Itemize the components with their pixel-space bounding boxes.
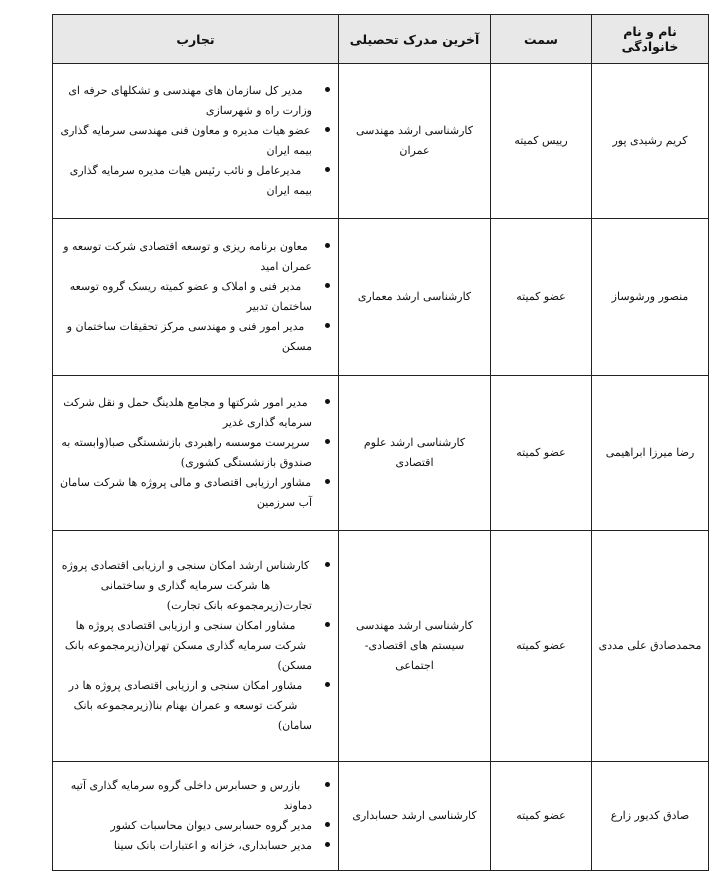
member-name: کریم رشیدی پور: [592, 64, 709, 219]
experience-item: [59, 556, 332, 616]
table-row: [53, 64, 709, 219]
committee-members-table: [52, 14, 709, 871]
bullet-icon: [325, 127, 330, 132]
table-row: [53, 219, 709, 376]
experience-item: [59, 616, 332, 676]
bullet-icon: [325, 167, 330, 172]
experience-item: [59, 816, 332, 836]
experience-text: مدیر گروه حسابرسی دیوان محاسبات کشور: [110, 819, 312, 832]
member-position: عضو کمیته: [491, 376, 592, 531]
experience-list: [59, 81, 332, 201]
bullet-icon: [325, 243, 330, 248]
bullet-icon: [325, 479, 330, 484]
member-education: کارشناسی ارشد حسابداری: [339, 762, 491, 871]
bullet-icon: [325, 283, 330, 288]
header-position: سمت: [491, 15, 592, 64]
header-education: آخرین مدرک تحصیلی: [339, 15, 491, 64]
member-name: منصور ورشوساز: [592, 219, 709, 376]
header-experience: تجارب: [53, 15, 339, 64]
member-education: کارشناسی ارشد مهندسی عمران: [339, 64, 491, 219]
member-experience: [53, 64, 339, 219]
experience-item: [59, 277, 332, 317]
experience-text: مدیرعامل و نائب رئیس هیات مدیره سرمایه گذاری بیمه ایران: [69, 164, 312, 197]
experience-item: [59, 121, 332, 161]
member-education: کارشناسی ارشد مهندسی سیستم های اقتصادی- اجتماعی: [339, 531, 491, 762]
experience-item: [59, 393, 332, 433]
experience-text: مدیر امور شرکتها و مجامع هلدینگ حمل و نقل شرکت سرمایه گذاری غدیر: [63, 396, 312, 429]
member-position: عضو کمیته: [491, 531, 592, 762]
bullet-icon: [325, 822, 330, 827]
experience-item: [59, 836, 332, 856]
experience-item: [59, 473, 332, 513]
experience-text: سرپرست موسسه راهبردی بازنشستگی صبا(وابسته به صندوق بازنشستگی کشوری): [61, 436, 312, 469]
member-name: رضا میرزا ابراهیمی: [592, 376, 709, 531]
experience-item: [59, 776, 332, 816]
experience-text: مشاور امکان سنجی و ارزیابی اقتصادی پروژه ها شرکت سرمایه گذاری مسکن تهران(زیرمجموعه بانک مسکن): [64, 619, 312, 672]
bullet-icon: [325, 323, 330, 328]
experience-text: مشاور امکان سنجی و ارزیابی اقتصادی پروژه ها در شرکت توسعه و عمران بهنام بنا(زیرمجموعه بانک سامان): [68, 679, 312, 732]
experience-text: مدیر امور فنی و مهندسی مرکز تحقیقات ساختمان و مسکن: [66, 320, 312, 353]
experience-item: [59, 433, 332, 473]
member-position: عضو کمیته: [491, 219, 592, 376]
bullet-icon: [325, 622, 330, 627]
member-name: صادق کدیور زارع: [592, 762, 709, 871]
bullet-icon: [325, 399, 330, 404]
experience-text: معاون برنامه ریزی و توسعه اقتصادی شرکت توسعه و عمران امید: [63, 240, 312, 273]
member-position: عضو کمیته: [491, 762, 592, 871]
bullet-icon: [325, 782, 330, 787]
experience-text: مدیر فنی و املاک و عضو کمیته ریسک گروه توسعه ساختمان تدبیر: [69, 280, 312, 313]
bullet-icon: [325, 87, 330, 92]
experience-text: مدیر حسابداری، خزانه و اعتبارات بانک سینا: [113, 839, 312, 852]
table-row: [53, 762, 709, 871]
experience-text: عضو هیات مدیره و معاون فنی مهندسی سرمایه گذاری بیمه ایران: [60, 124, 312, 157]
member-experience: [53, 376, 339, 531]
experience-list: [59, 776, 332, 856]
header-name: نام و نام خانوادگی: [592, 15, 709, 64]
bullet-icon: [325, 439, 330, 444]
experience-list: [59, 556, 332, 736]
table-header-row: [53, 15, 709, 64]
member-name: محمدصادق علی مددی: [592, 531, 709, 762]
experience-text: بازرس و حسابرس داخلی گروه سرمایه گذاری آتیه دماوند: [70, 779, 312, 812]
member-experience: [53, 531, 339, 762]
table-row: [53, 376, 709, 531]
experience-text: کارشناس ارشد امکان سنجی و ارزیابی اقتصادی پروژه ها شرکت سرمایه گذاری و ساختمانی تجارت(زیرمجموعه بانک تجارت): [61, 559, 312, 612]
experience-text: مدیر کل سازمان های مهندسی و تشکلهای حرفه ای وزارت راه و شهرسازی: [68, 84, 312, 117]
member-education: کارشناسی ارشد معماری: [339, 219, 491, 376]
bullet-icon: [325, 842, 330, 847]
experience-item: [59, 161, 332, 201]
member-experience: [53, 762, 339, 871]
member-position: رییس کمیته: [491, 64, 592, 219]
experience-text: مشاور ارزیابی اقتصادی و مالی پروژه ها شرکت سامان آب سرزمین: [60, 476, 312, 509]
experience-item: [59, 81, 332, 121]
bullet-icon: [325, 562, 330, 567]
experience-item: [59, 317, 332, 357]
table-row: [53, 531, 709, 762]
bullet-icon: [325, 682, 330, 687]
experience-list: [59, 393, 332, 513]
experience-item: [59, 237, 332, 277]
experience-list: [59, 237, 332, 357]
member-education: کارشناسی ارشد علوم اقتصادی: [339, 376, 491, 531]
experience-item: [59, 676, 332, 736]
member-experience: [53, 219, 339, 376]
